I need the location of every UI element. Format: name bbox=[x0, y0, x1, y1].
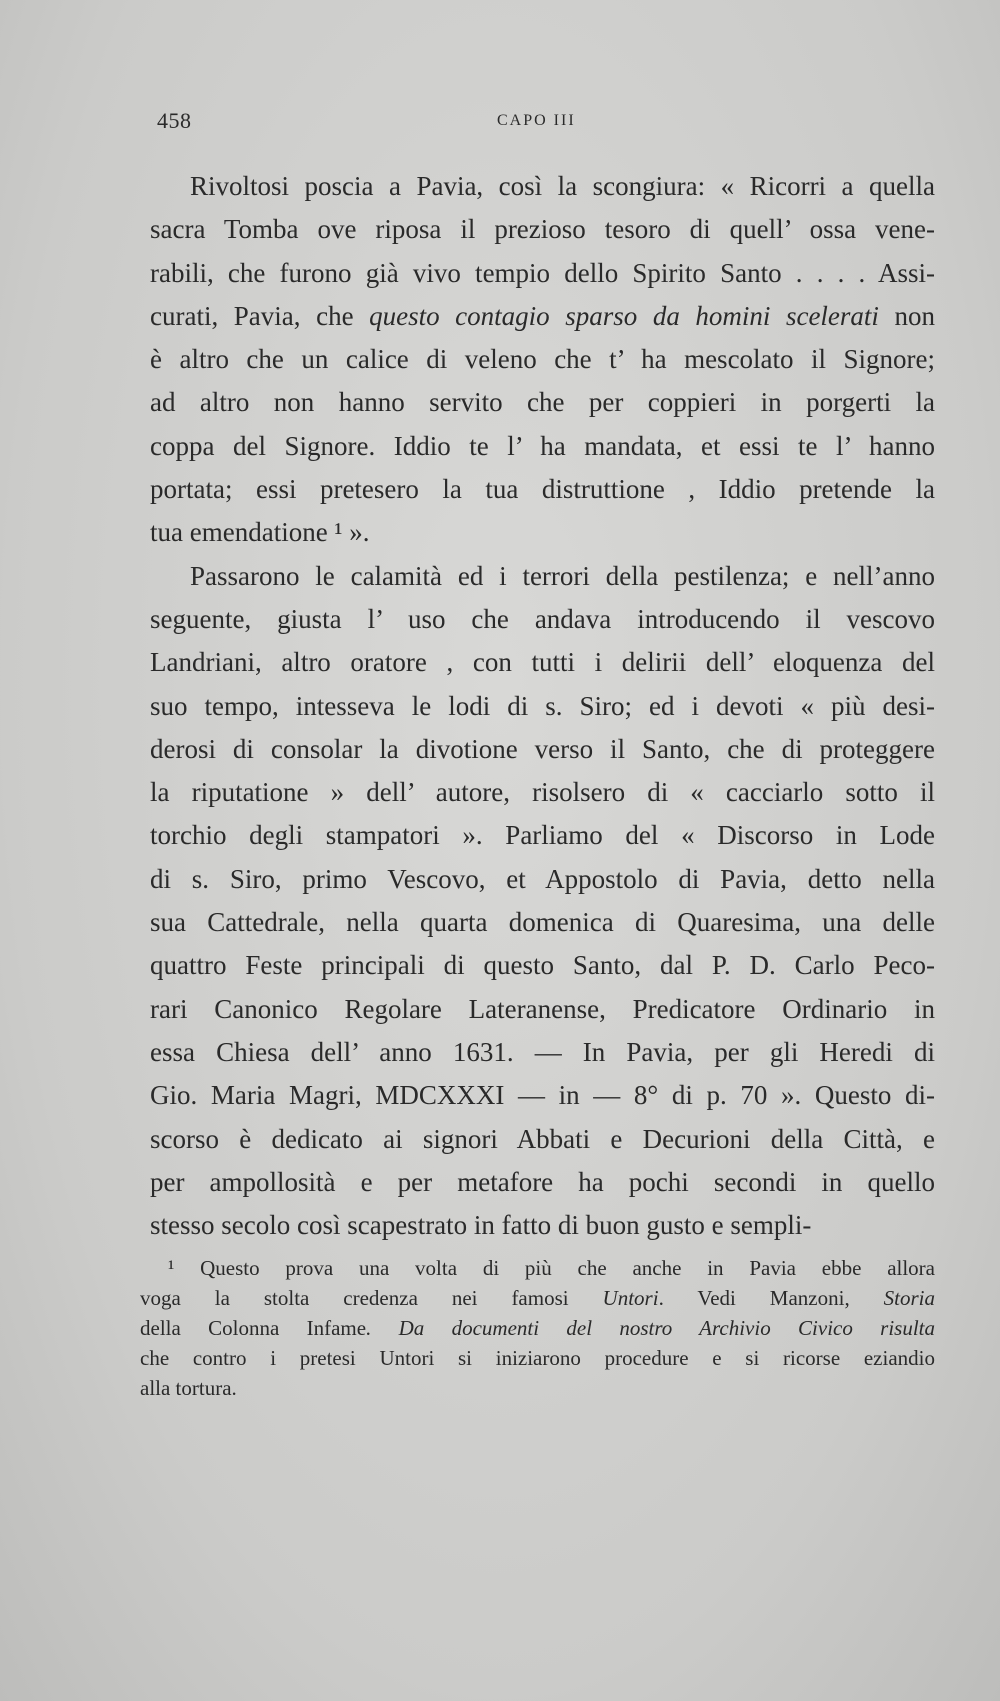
text-line: curati, Pavia, che questo contagio sparso da homini scelerati non bbox=[150, 300, 936, 331]
footnote-line: alla tortura. bbox=[140, 1376, 237, 1400]
text-line: rabili, che furono già vivo tempio dello Spirito Santo . . . . Assi- bbox=[150, 257, 935, 288]
text-line: tua emendatione ¹ ». bbox=[150, 517, 370, 548]
text-line: stesso secolo così scapestrato in fatto di buon gusto e sempli- bbox=[150, 1210, 812, 1241]
footnote-line: ¹ Questo prova una volta di più che anche in Pavia ebbe allora bbox=[168, 1256, 935, 1280]
text-line: Passarono le calamità ed i terrori della pestilenza; e nell’anno bbox=[190, 560, 935, 591]
running-head bbox=[157, 108, 937, 138]
text-line: rari Canonico Regolare Lateranense, Predicatore Ordinario in bbox=[150, 993, 935, 1024]
footnote-line: voga la stolta credenza nei famosi Untori. Vedi Manzoni, Storia bbox=[140, 1286, 935, 1310]
text-line: Landriani, altro oratore , con tutti i delirii dell’ eloquenza del bbox=[150, 647, 935, 678]
text-line: per ampollosità e per metafore ha pochi secondi in quello bbox=[150, 1166, 935, 1197]
text-line: essa Chiesa dell’ anno 1631. — In Pavia, per gli Heredi di bbox=[150, 1036, 935, 1067]
text-line: la riputatione » dell’ autore, risolsero di « cacciarlo sotto il bbox=[150, 777, 935, 808]
text-line: quattro Feste principali di questo Santo, dal P. D. Carlo Peco- bbox=[150, 950, 935, 981]
page-number: 458 bbox=[157, 108, 192, 133]
text-line: scorso è dedicato ai signori Abbati e Decurioni della Città, e bbox=[150, 1123, 935, 1154]
text-line: è altro che un calice di veleno che t’ ha mescolato il Signore; bbox=[150, 344, 935, 375]
text-line: portata; essi pretesero la tua distruttione , Iddio pretende la bbox=[150, 474, 935, 505]
text-line: suo tempo, intesseva le lodi di s. Siro; ed i devoti « più desi- bbox=[150, 690, 935, 721]
body-text bbox=[150, 165, 935, 1247]
text-line: torchio degli stampatori ». Parliamo del « Discorso in Lode bbox=[150, 820, 935, 851]
text-line: Gio. Maria Magri, MDCXXXI — in — 8° di p. 70 ». Questo di- bbox=[150, 1080, 935, 1111]
paragraph-1 bbox=[150, 165, 935, 555]
text-line: derosi di consolar la divotione verso il Santo, che di proteggere bbox=[150, 733, 935, 764]
footnote bbox=[140, 1253, 935, 1403]
text-line: coppa del Signore. Iddio te l’ ha mandata, et essi te l’ hanno bbox=[150, 430, 935, 461]
text-line: Rivoltosi poscia a Pavia, così la scongiura: « Ricorri a quella bbox=[190, 171, 935, 201]
text-line: sacra Tomba ove riposa il prezioso tesoro di quell’ ossa vene- bbox=[150, 214, 935, 245]
footnote-line: della Colonna Infame. Da documenti del nostro Archivio Civico risulta bbox=[140, 1316, 936, 1340]
paragraph-2 bbox=[150, 555, 935, 1248]
footnote-line: che contro i pretesi Untori si iniziarono procedure e si ricorse eziandio bbox=[140, 1346, 935, 1370]
text-line: seguente, giusta l’ uso che andava introducendo il vescovo bbox=[150, 603, 935, 634]
chapter-title: CAPO III bbox=[497, 112, 576, 129]
text-line: ad altro non hanno servito che per coppieri in porgerti la bbox=[150, 387, 935, 418]
text-line: sua Cattedrale, nella quarta domenica di Quaresima, una delle bbox=[150, 907, 935, 938]
text-line: di s. Siro, primo Vescovo, et Appostolo di Pavia, detto nella bbox=[150, 863, 935, 894]
